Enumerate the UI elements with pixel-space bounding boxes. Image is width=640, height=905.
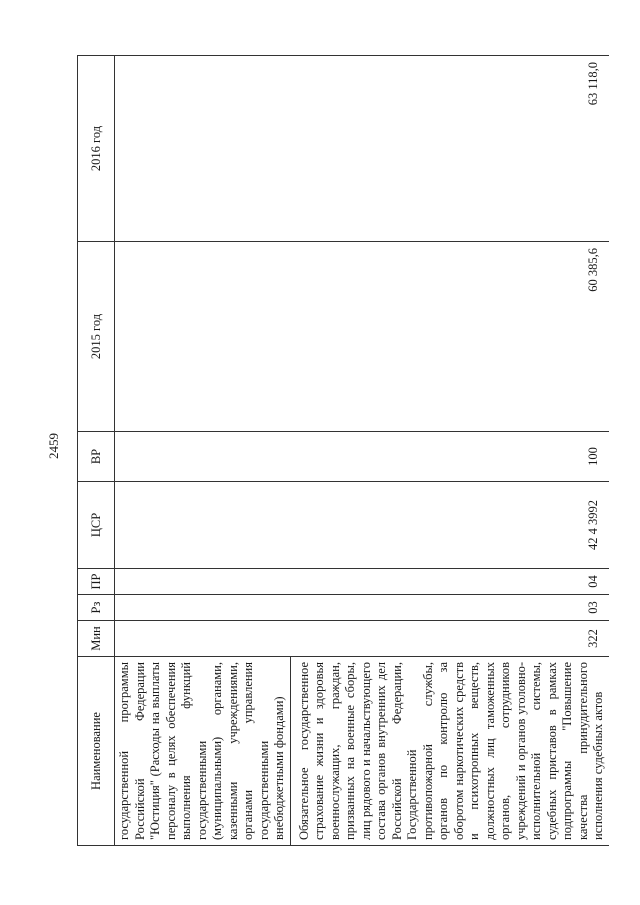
row-name: Обязательное государственное страхование жизни и здоровья военнослужащих, граждан, призванных на военные сборы, лиц рядового и начальствующего состава органов внутренних дел Российской Федерации, Государственной противопожарной службы, органов по контролю за оборотом наркотических средств и психотропных веществ, должностных лиц таможенных органов, сотрудников учреждений и органов уголовно-исполнительной системы, судебных приставов в рамках подпрограммы "Повышение качества принудительного исполнения судебных актов xyxy=(290,657,609,846)
row-2016 xyxy=(115,56,291,242)
row-name: государственной программы Российской Федерации "Юстиция" (Расходы на выплаты персоналу в целях обеспечения выполнения функций государственными (муниципальными) органами, казенными учреждениями, органами управления государственными внебюджетными фондами) xyxy=(115,657,291,846)
page-number: 2459 xyxy=(46,433,61,459)
row-2016: 63 118,0 xyxy=(290,56,609,242)
row-2015: 60 385,6 xyxy=(290,242,609,432)
row-csr xyxy=(115,482,291,569)
row-rz xyxy=(115,595,291,621)
header-pr: ПР xyxy=(78,569,115,595)
header-min: Мин xyxy=(78,621,115,657)
header-vr: ВР xyxy=(78,432,115,482)
row-2015 xyxy=(115,242,291,432)
row-rz: 03 xyxy=(290,595,609,621)
table-row xyxy=(290,56,609,846)
row-vr xyxy=(115,432,291,482)
table-header-row xyxy=(78,56,115,846)
row-pr xyxy=(115,569,291,595)
header-2015: 2015 год xyxy=(78,242,115,432)
row-pr: 04 xyxy=(290,569,609,595)
row-min: 322 xyxy=(290,621,609,657)
header-rz xyxy=(78,595,115,621)
header-csr: ЦСР xyxy=(78,482,115,569)
header-rz-label: Рз xyxy=(88,601,103,614)
header-2016: 2016 год xyxy=(78,56,115,242)
row-csr: 42 4 3992 xyxy=(290,482,609,569)
header-name: Наименование xyxy=(78,657,115,846)
row-vr: 100 xyxy=(290,432,609,482)
table-row xyxy=(115,56,291,846)
row-min xyxy=(115,621,291,657)
rotated-table-wrapper xyxy=(77,56,612,846)
budget-table xyxy=(77,55,609,846)
